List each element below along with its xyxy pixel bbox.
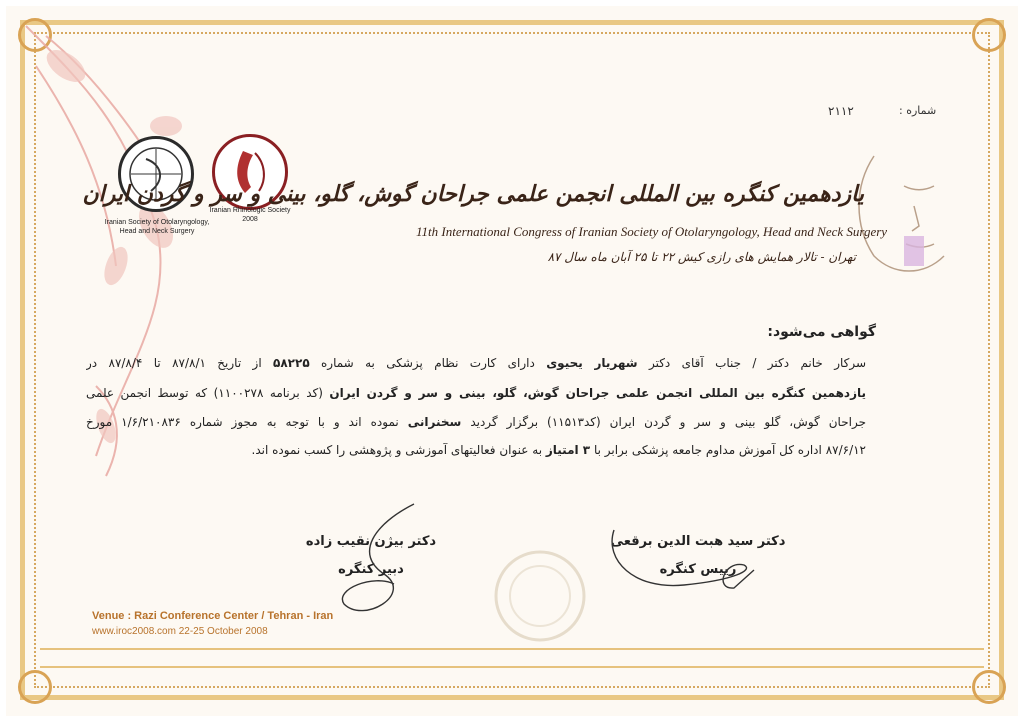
left-logo-caption-line2: Head and Neck Surgery — [119, 228, 195, 235]
congress-name-bold: یازدهمین کنگره بین المللی انجمن علمی جراحان گوش، گلو، بینی و سر و گردن ایران — [329, 386, 866, 400]
website-dates-text: www.iroc2008.com 22-25 October 2008 — [92, 626, 268, 637]
congress-title-english: 11th International Congress of Iranian Society of Otolaryngology, Head and Neck Surgery — [416, 224, 888, 239]
body-line-1 — [86, 356, 866, 370]
date-range-text: از تاریخ ۸۷/۸/۱ تا ۸۷/۸/۴ در — [86, 356, 262, 370]
secretary-role: دبیر کنگره — [338, 562, 404, 577]
congress-venue-date-persian: تهران - تالار همایش های رازی کیش ۲۲ تا ۲۵ آبان ماه سال ۸۷ — [547, 250, 856, 264]
participation-role: سخنرانی — [407, 415, 462, 429]
secretary-name: دکتر بیژن نقیب زاده — [305, 534, 437, 549]
faint-seal-icon — [490, 546, 590, 646]
body-line-3 — [86, 415, 866, 429]
body-line-2 — [86, 386, 866, 400]
certificate-number-value: ۲۱۱۲ — [828, 104, 854, 118]
secretary-signature-icon — [324, 494, 434, 634]
corner-ornament-icon — [972, 18, 1006, 52]
cme-office-text: ۸۷/۶/۱۲ اداره کل آموزش مداوم جامعه پزشکی برابر با — [593, 443, 866, 457]
president-signature-icon — [594, 510, 774, 600]
venue-text: Venue : Razi Conference Center / Tehran - Iran — [92, 610, 334, 622]
president-name: دکتر سید هبت الدین برقعی — [610, 534, 786, 549]
body-line-4 — [86, 443, 866, 457]
certificate-sheet — [6, 6, 1018, 716]
cme-points: ۳ امتیاز — [545, 443, 591, 457]
certifies-heading: گواهی می‌شود: — [767, 324, 876, 340]
medical-card-number: ۵۸۲۲۵ — [273, 356, 310, 370]
bottom-ornamental-band — [40, 648, 984, 668]
salutation-text: سرکار خانم دکتر / جناب آقای دکتر — [648, 356, 866, 370]
activity-description-text: به عنوان فعالیتهای آموزشی و پژوهشی را کسب نموده اند. — [251, 443, 543, 457]
congress-title-persian: یازدهمین کنگره بین المللی انجمن علمی جراحان گوش، گلو، بینی و سر و گردن ایران — [82, 181, 864, 207]
corner-ornament-icon — [18, 670, 52, 704]
certificate-number-label: شماره : — [899, 104, 937, 117]
right-logo-caption-line2: 2008 — [242, 216, 258, 223]
corner-ornament-icon — [972, 670, 1006, 704]
permit-number-text: نموده اند و با توجه به مجوز شماره ۱/۶/۲۱۰۸۳۶ مورخ — [86, 415, 399, 429]
left-logo-caption-line1: Iranian Society of Otolaryngology, — [104, 219, 210, 226]
president-role: رییس کنگره — [659, 562, 737, 577]
recipient-name: شهریار یحیوی — [546, 356, 638, 370]
face-sketch-icon — [844, 146, 974, 286]
society-code-text: جراحان گوش، گلو بینی و سر و گردن ایران (کد۱۱۵۱۳) برگزار گردید — [470, 415, 866, 429]
medical-card-text: دارای کارت نظام پزشکی به شماره — [321, 356, 535, 370]
program-code-text: (کد برنامه ۱۱۰۰۲۷۸) که توسط انجمن علمی — [86, 386, 323, 400]
right-logo-caption-line1: Iranian Rhinologic Society — [209, 207, 291, 214]
